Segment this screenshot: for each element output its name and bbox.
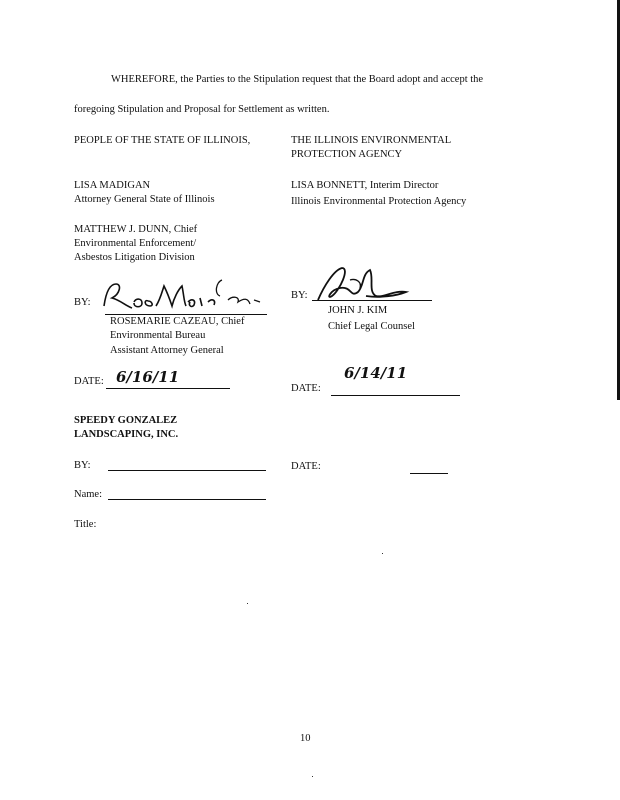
scan-speck <box>382 553 383 554</box>
chief-division-line-1: Environmental Enforcement/ <box>74 238 197 249</box>
attorney-general-title: Attorney General State of Illinois <box>74 194 215 205</box>
left-party-heading: PEOPLE OF THE STATE OF ILLINOIS, <box>74 135 251 146</box>
respondent-name-line-2: LANDSCAPING, INC. <box>74 429 179 440</box>
respondent-date-label: DATE: <box>291 461 321 472</box>
respondent-title-label: Title: <box>74 519 97 530</box>
intro-line-2: foregoing Stipulation and Proposal for Settlement as written. <box>74 104 330 115</box>
chief-name: MATTHEW J. DUNN, Chief <box>74 224 198 235</box>
respondent-name-label: Name: <box>74 489 102 500</box>
agency-heading-line-1: THE ILLINOIS ENVIRONMENTAL <box>291 135 452 146</box>
left-signature <box>98 270 283 318</box>
respondent-date-line <box>410 473 448 474</box>
respondent-name-line-1: SPEEDY GONZALEZ <box>74 415 178 426</box>
respondent-name-line <box>108 499 266 500</box>
page-number: 10 <box>300 733 311 744</box>
right-signer-name: JOHN J. KIM <box>328 305 388 316</box>
left-date-label: DATE: <box>74 376 104 387</box>
left-by-label: BY: <box>74 297 91 308</box>
agency-heading-line-2: PROTECTION AGENCY <box>291 149 403 160</box>
chief-division-line-2: Asbestos Litigation Division <box>74 252 195 263</box>
right-signer-title: Chief Legal Counsel <box>328 321 415 332</box>
right-by-label: BY: <box>291 290 308 301</box>
right-date-line <box>331 395 460 396</box>
left-date-line <box>106 388 230 389</box>
left-signer-title: Assistant Attorney General <box>110 345 224 356</box>
respondent-by-label: BY: <box>74 460 91 471</box>
attorney-general-name: LISA MADIGAN <box>74 180 151 191</box>
right-date-label: DATE: <box>291 383 321 394</box>
right-signature <box>310 262 420 308</box>
intro-line-1: WHEREFORE, the Parties to the Stipulation request that the Board adopt and accept the <box>111 74 484 85</box>
right-signature-line <box>312 300 432 301</box>
left-signature-line <box>105 314 267 315</box>
director-name: LISA BONNETT, Interim Director <box>291 180 439 191</box>
respondent-by-line <box>108 470 266 471</box>
right-date-value: 6/14/11 <box>344 364 408 382</box>
director-organization: Illinois Environmental Protection Agency <box>291 196 467 207</box>
scan-speck <box>247 603 248 604</box>
scan-speck <box>312 776 313 777</box>
left-signer-bureau: Environmental Bureau <box>110 330 206 341</box>
left-signer-name: ROSEMARIE CAZEAU, Chief <box>110 316 245 327</box>
left-date-value: 6/16/11 <box>116 368 180 386</box>
